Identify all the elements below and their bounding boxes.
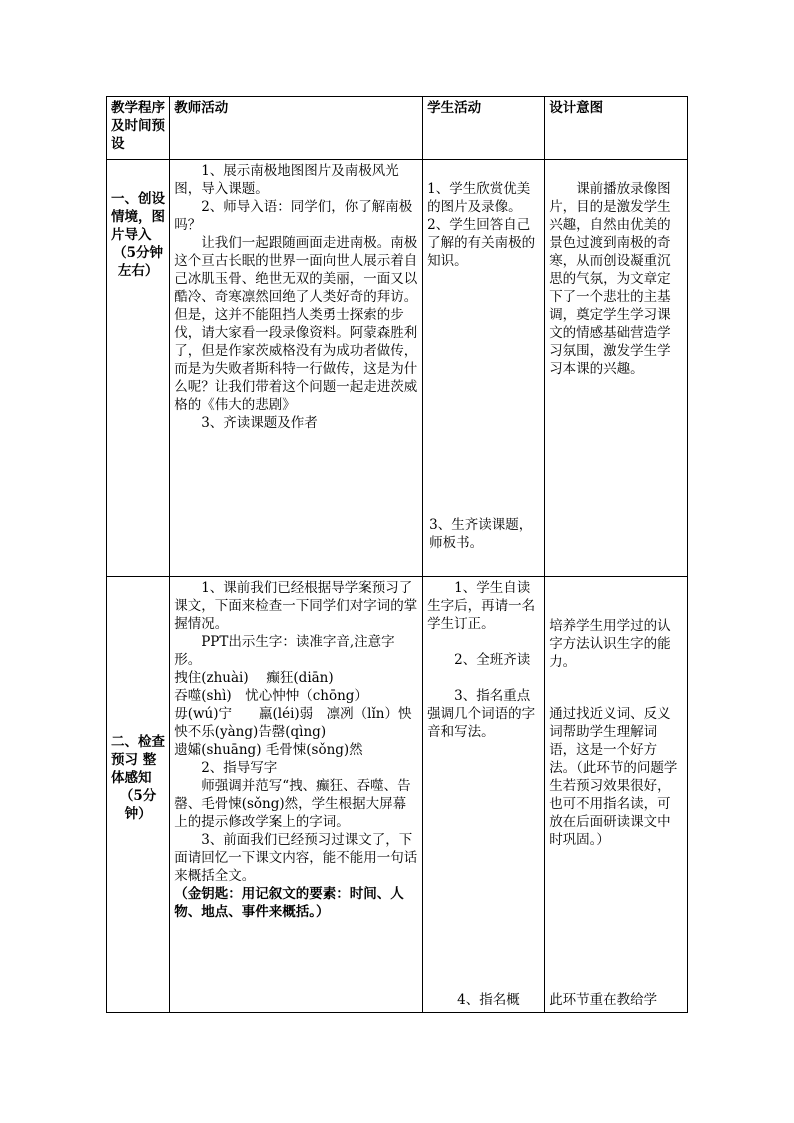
section2-teacher-p5: 毋(wú)宁 羸(léi)弱 凛冽（lǐn）怏怏不乐(yàng)告罄(qìng) — [174, 706, 412, 740]
section2-teacher-p9: 3、前面我们已经预习过课文了，下面请回忆一下课文内容，能不能用一句话来概括全文。 — [174, 832, 418, 884]
lesson-plan-table — [106, 96, 688, 1013]
header-student: 学生活动 — [423, 97, 545, 160]
section1-student-p2: 2、学生回答自己了解的有关南极的知识。 — [427, 217, 536, 269]
section1-design-text: 课前播放录像图片，目的是激发学生兴趣，自然由优美的景色过渡到南极的奇寒，从而创设凝重沉思的气氛，为文章定下了一个悲壮的主基调，奠定学生学习课文的情感基础营造学习氛围，激发学生学习本课的兴趣。 — [549, 181, 671, 377]
section1-student-p3: 3、生齐读课题，师板书。 — [429, 517, 533, 551]
section2-stage — [107, 577, 170, 1013]
section1-stage — [107, 160, 170, 577]
section2-teacher-p4: 吞噬(shì) 忧心忡忡（chōng） — [174, 688, 368, 704]
section2-teacher-p3: 拽住(zhuài) 癫狂(diān) — [174, 670, 334, 686]
section2-teacher — [170, 577, 423, 1013]
section2-teacher-hint: （金钥匙：用记叙文的要素：时间、人物、地点、事件来概括。） — [174, 886, 404, 920]
section1-teacher — [170, 160, 423, 577]
section2-teacher-p2: PPT出示生字：读准字音,注意字形。 — [174, 634, 395, 668]
section1-teacher-p2: 2、师导入语：同学们，你了解南极吗？ — [174, 199, 413, 233]
section1-student — [423, 160, 545, 577]
section2-student-p1: 1、学生自读生字后，再请一名学生订正。 — [427, 580, 536, 632]
section1-design — [545, 160, 688, 577]
section1-teacher-p4: 3、齐读课题及作者 — [201, 415, 318, 431]
section1-stage-title: 一、创设情境，图片导入 — [111, 191, 165, 243]
section2-design-p2: 通过找近义词、反义词帮助学生理解词语，这是一个好方法。（此环节的问题学生若预习效果很好，也可不用指名读，可放在后面研读课文中时巩固。） — [549, 706, 678, 848]
section1-teacher-p1: 1、展示南极地图图片及南极风光图，导入课题。 — [174, 163, 399, 197]
section2-student-p2: 2、全班齐读 — [454, 652, 531, 668]
section2-stage-title: 二、检查预习 整体感知 — [111, 734, 165, 786]
section2-teacher-p7: 2、指导写字 — [201, 760, 278, 776]
header-stage: 教学程序及时间预设 — [107, 97, 170, 160]
section2-student-p3: 3、指名重点强调几个词语的字音和写法。 — [427, 688, 536, 740]
section2-teacher-p1: 1、课前我们已经根据导学案预习了课文，下面来检查一下同学们对字词的掌握情况。 — [174, 580, 418, 632]
section2-student — [423, 577, 545, 1013]
section2-design — [545, 577, 688, 1013]
header-design: 设计意图 — [545, 97, 688, 160]
section1-row — [107, 160, 688, 577]
section1-student-p1: 1、学生欣赏优美的图片及录像。 — [427, 181, 531, 215]
section2-teacher-p8: 师强调并范写“拽、癫狂、吞噬、告罄、毛骨悚(sǒng)然，学生根据大屏幕上的提示修改学案上的字词。 — [174, 778, 411, 830]
section2-student-p4: 4、指名概 — [457, 992, 520, 1008]
section2-design-p1: 培养学生用学过的认字方法认识生字的能力。 — [549, 618, 671, 670]
section2-stage-time: （5分钟） — [119, 788, 157, 822]
header-row — [107, 97, 688, 160]
section1-stage-time: （5分钟左右） — [113, 245, 164, 279]
section1-teacher-p3: 让我们一起跟随画面走进南极。南极这个亘古长眠的世界一面向世人展示着自己冰肌玉骨、绝世无双的美丽，一面又以酷冷、奇寒凛然回绝了人类好奇的拜访。但是，这并不能阻挡人类勇士探索的步伐，请大家看一段录像资料。阿蒙森胜利了，但是作家茨威格没有为成功者做传，而是为失败者斯科特一行做传，这是为什么呢？让我们带着这个问题一起走进茨威格的《伟大的悲剧》 — [174, 235, 418, 413]
section2-design-p3: 此环节重在教给学 — [549, 992, 658, 1008]
section2-teacher-p6: 遗孀(shuāng) 毛骨悚(sǒng)然 — [174, 742, 363, 758]
header-teacher: 教师活动 — [170, 97, 423, 160]
section2-row — [107, 577, 688, 1013]
